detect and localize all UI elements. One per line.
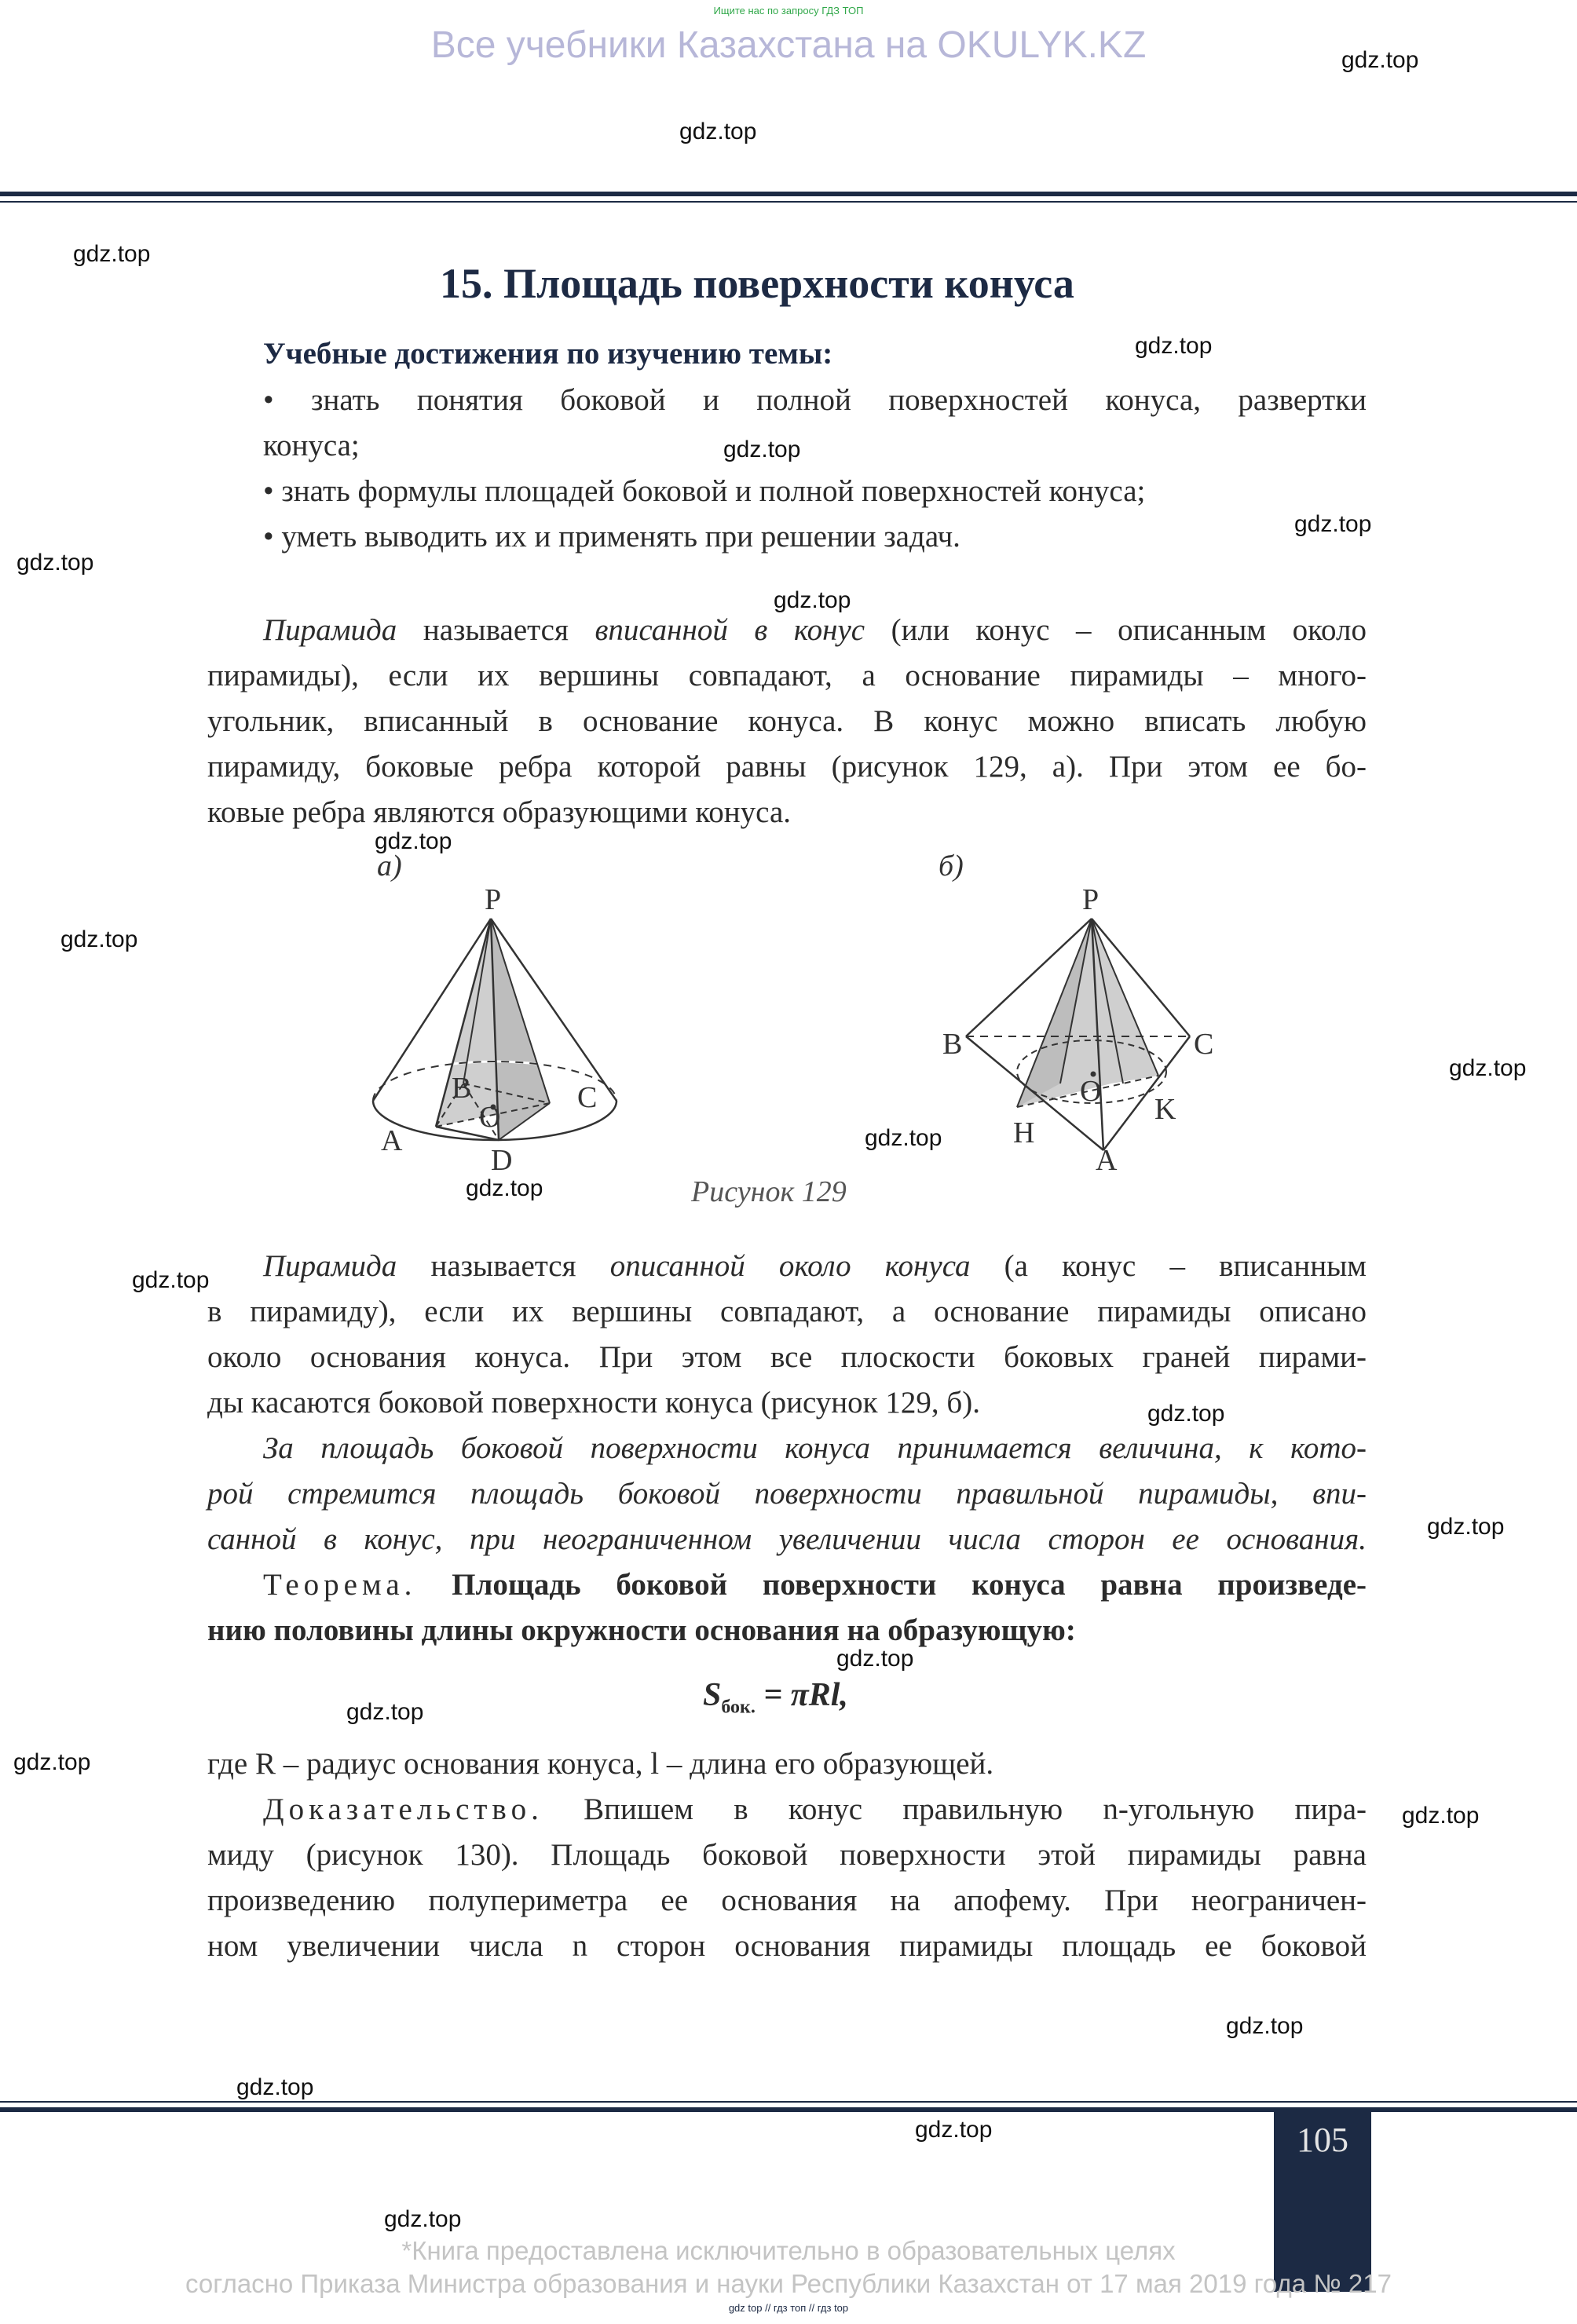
- watermark: gdz.top: [346, 1699, 424, 1725]
- section-title: 15. Площадь поверхности конуса: [440, 260, 1074, 307]
- watermark: gdz.top: [16, 550, 94, 576]
- text: (а конус – вписанным: [970, 1249, 1367, 1283]
- goal-item: • знать понятия боковой и полной поверхностей конуса, развертки: [263, 383, 1367, 417]
- point-label: O: [1080, 1075, 1102, 1108]
- term-pyramid: Пирамида: [263, 1249, 397, 1283]
- watermark: gdz.top: [1402, 1803, 1480, 1829]
- point-label: H: [1013, 1116, 1035, 1149]
- point-label: A: [1096, 1144, 1118, 1177]
- watermark: gdz.top: [1341, 47, 1419, 73]
- proof-line: произведению полупериметра ее основания на апофему. При неограничен-: [207, 1884, 1367, 1917]
- point-label: D: [491, 1144, 513, 1177]
- point-label: K: [1154, 1093, 1176, 1126]
- fig-label-b: б): [939, 850, 964, 882]
- watermark: gdz.top: [1135, 333, 1213, 359]
- point-label: B: [942, 1028, 963, 1061]
- definition-line: рой стремится площадь боковой поверхности правильной пирамиды, впи-: [207, 1477, 1367, 1511]
- text: называется: [397, 613, 595, 647]
- watermark: gdz.top: [60, 926, 138, 952]
- term-circumscribed: описанной около конуса: [609, 1249, 971, 1283]
- term-inscribed: вписанной в конус: [595, 613, 865, 647]
- goal-item: конуса;: [263, 429, 360, 462]
- footer-links[interactable]: gdz top // гдз топ // гдз top: [728, 2302, 849, 2314]
- text: (или конус – описанным около: [865, 613, 1367, 647]
- footer-order: согласно Приказа Министра образования и науки Республики Казахстан от 17 мая 2019 года № 217: [185, 2269, 1392, 2298]
- proof-line: миду (рисунок 130). Площадь боковой поверхности этой пирамиды равна: [207, 1838, 1367, 1872]
- formula: [703, 1676, 848, 1718]
- goal-item: • уметь выводить их и применять при решении задач.: [263, 520, 960, 554]
- goals-title: Учебные достижения по изучению темы:: [263, 337, 833, 371]
- figure-129: [361, 848, 1257, 1178]
- watermark: gdz.top: [236, 2074, 314, 2100]
- watermark: gdz.top: [73, 241, 151, 267]
- definition-line: За площадь боковой поверхности конуса принимается величина, к кото-: [263, 1431, 1367, 1465]
- point-label: P: [485, 883, 502, 916]
- site-title[interactable]: Все учебники Казахстана на OKULYK.KZ: [430, 24, 1147, 66]
- point-label: C: [577, 1081, 598, 1114]
- watermark: gdz.top: [1294, 511, 1372, 537]
- watermark: gdz.top: [1427, 1514, 1505, 1540]
- watermark: gdz.top: [466, 1175, 543, 1201]
- watermark: gdz.top: [723, 437, 801, 462]
- fig-label-a: а): [377, 850, 402, 882]
- proof-line: [263, 1792, 1367, 1827]
- theorem-line: нию половины длины окружности основания на образующую:: [207, 1613, 1076, 1647]
- top-rule: [0, 192, 1577, 196]
- formula-rest: = πRl,: [755, 1677, 848, 1713]
- para2-line: ды касаются боковой поверхности конуса (рисунок 129, б).: [207, 1386, 980, 1420]
- definition-line: санной в конус, при неограниченном увеличении числа сторон ее основания.: [207, 1522, 1367, 1556]
- watermark: gdz.top: [13, 1749, 91, 1775]
- para1-line: угольник, вписанный в основание конуса. В конус можно вписать любую: [207, 704, 1367, 738]
- proof-word: Доказательство.: [263, 1792, 543, 1826]
- formula-s: S: [703, 1677, 722, 1713]
- watermark: gdz.top: [375, 828, 452, 854]
- watermark: gdz.top: [915, 2117, 993, 2143]
- figure-caption: Рисунок 129: [691, 1175, 847, 1208]
- footer-note: *Книга предоставлена исключительно в образовательных целях: [401, 2236, 1176, 2265]
- page-number: 105: [1297, 2121, 1348, 2159]
- para2-line: [263, 1248, 1367, 1284]
- theorem-line: [263, 1567, 1367, 1602]
- para2-line: в пирамиду), если их вершины совпадают, а основание пирамиды описано: [207, 1295, 1367, 1328]
- watermark: gdz.top: [865, 1125, 942, 1151]
- para1-line: пирамиды), если их вершины совпадают, а основание пирамиды – много-: [207, 659, 1367, 692]
- watermark: gdz.top: [1147, 1401, 1225, 1427]
- watermark: gdz.top: [1449, 1055, 1527, 1081]
- term-pyramid: Пирамида: [263, 613, 397, 647]
- where-line: где R – радиус основания конуса, l – длина его образующей.: [207, 1747, 994, 1781]
- watermark: gdz.top: [384, 2206, 462, 2232]
- para2-line: около основания конуса. При этом все плоскости боковых граней пирами-: [207, 1340, 1367, 1374]
- proof-line: ном увеличении числа n сторон основания пирамиды площадь ее боковой: [207, 1929, 1367, 1963]
- top-rule-thin: [0, 201, 1577, 203]
- point-label: A: [381, 1124, 403, 1157]
- top-hint: Ищите нас по запросу ГДЗ ТОП: [713, 5, 864, 16]
- para1-line: пирамиду, боковые ребра которой равны (рисунок 129, а). При этом ее бо-: [207, 750, 1367, 784]
- point-label: C: [1194, 1028, 1214, 1061]
- watermark: gdz.top: [836, 1646, 914, 1672]
- watermark: gdz.top: [679, 119, 757, 144]
- bottom-rule-thin: [0, 2101, 1577, 2103]
- goal-item: • знать формулы площадей боковой и полной поверхностей конуса;: [263, 474, 1146, 508]
- point-label: B: [452, 1072, 472, 1105]
- proof-text: Впишем в конус правильную n-угольную пира-: [543, 1792, 1367, 1826]
- point-label: O: [479, 1101, 501, 1134]
- theorem-word: Теорема.: [263, 1568, 417, 1602]
- para1-line: ковые ребра являются образующими конуса.: [207, 795, 791, 829]
- watermark: gdz.top: [774, 587, 851, 613]
- theorem-text: Площадь боковой поверхности конуса равна произведе-: [416, 1568, 1367, 1602]
- watermark: gdz.top: [132, 1267, 210, 1293]
- para1-line: [263, 612, 1367, 648]
- watermark: gdz.top: [1226, 2013, 1304, 2039]
- point-label: P: [1082, 883, 1100, 916]
- text: называется: [397, 1249, 610, 1283]
- formula-sub: бок.: [721, 1697, 756, 1718]
